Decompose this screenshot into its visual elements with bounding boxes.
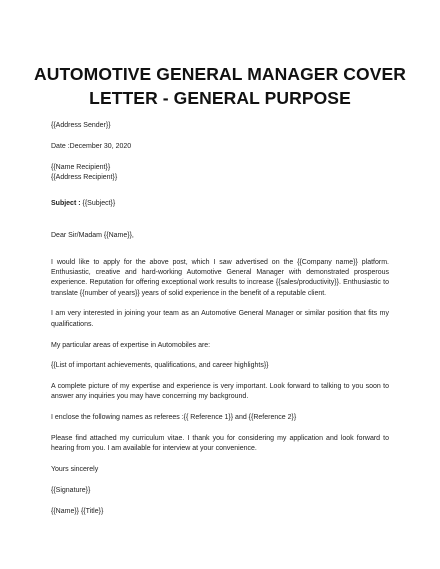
title-line-1: AUTOMOTIVE GENERAL MANAGER COVER	[33, 64, 407, 84]
sender-address: {{Address Sender}}	[51, 122, 111, 129]
salutation: Dear Sir/Madam {{Name}},	[51, 232, 134, 240]
paragraph-achievements: {{List of important achievements, qualifications, and career highlights}}	[51, 362, 269, 370]
name-title: {{Name}} {{Title}}	[51, 507, 104, 515]
document-title	[30, 62, 410, 110]
letter-body	[51, 121, 389, 517]
paragraph-expertise-intro: My particular areas of expertise in Automobiles are:	[51, 341, 211, 349]
recipient-name: {{Name Recipient}}	[51, 163, 111, 171]
letter-date: Date :December 30, 2020	[51, 142, 132, 150]
paragraph-references: I enclose the following names as referees :{{ Reference 1}} and {{Reference 2}}	[51, 414, 297, 422]
paragraph-interest: I am very interested in joining your team as an Automotive General Manager or similar position that fits my qualifications.	[51, 310, 389, 328]
recipient-address: {{Address Recipient}}	[51, 173, 118, 181]
subject-value: {{Subject}}	[80, 200, 116, 208]
subject-line	[51, 199, 389, 209]
paragraph-experience: A complete picture of my expertise and experience is very important. Look forward to talking to you soon to answer any inquiries you may have concerning my background.	[51, 383, 389, 401]
signature: {{Signature}}	[51, 486, 91, 494]
title-line-2: LETTER - GENERAL PURPOSE	[89, 88, 351, 108]
subject-label: Subject :	[51, 200, 81, 208]
paragraph-attachment: Please find attached my curriculum vitae. I thank you for considering my application and look forward to hearing from you. I am available for interview at your convenience.	[51, 435, 389, 453]
closing: Yours sincerely	[51, 466, 99, 474]
paragraph-intro: I would like to apply for the above post, which I saw advertised on the {{Company name}} platform. Enthusiastic, creative and hard-working Automotive General Manager with demonstrated prosperous experience. Reputation for offering exceptional work results to increase {{sales/productivity}}. Enthusiastic to translate {{number of years}} years of solid experience in the benefit of a reputable client.	[51, 258, 389, 297]
